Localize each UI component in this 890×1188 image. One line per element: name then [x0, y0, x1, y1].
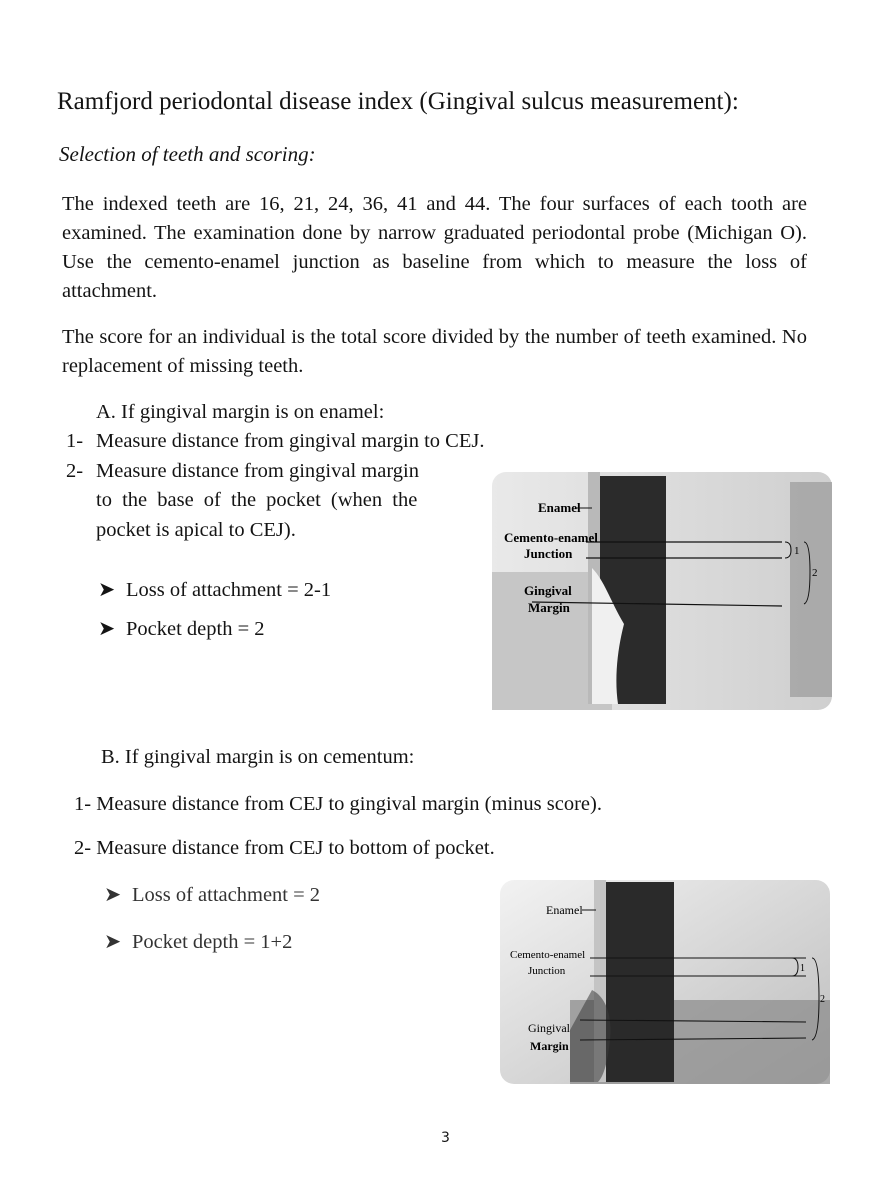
- label-gingival-line-2: Margin: [530, 1039, 569, 1053]
- section-a-step-2-line-2: to the base of the pocket (when the: [96, 489, 418, 511]
- mark-2: 2: [820, 994, 825, 1005]
- bullet-text: Pocket depth = 1+2: [132, 931, 293, 953]
- bullet-text: Loss of attachment = 2-1: [126, 579, 332, 601]
- section-a-step-1-number: 1-: [66, 430, 84, 452]
- label-cej-line-2: Junction: [528, 965, 566, 977]
- arrow-bullet-icon: ➤: [104, 884, 122, 906]
- arrow-bullet-icon: ➤: [104, 931, 122, 953]
- label-gingival-line-1: Gingival: [528, 1021, 570, 1035]
- paragraph-score: The score for an individual is the total score divided by the number of teeth examined. No replacement of missing teeth.: [62, 326, 807, 377]
- figure-probe-scale: [790, 482, 832, 697]
- section-b-step-1: 1- Measure distance from CEJ to gingival margin (minus score).: [74, 793, 602, 815]
- bullet-text: Loss of attachment = 2: [132, 884, 321, 906]
- label-enamel: Enamel: [546, 903, 583, 917]
- section-a-bullet-pocket-depth: [98, 616, 265, 641]
- tooth-dark-region: [606, 882, 674, 1082]
- section-b-bullet-pocket-depth: [104, 929, 292, 954]
- figure-b-tooth-diagram: [500, 880, 830, 1084]
- section-b-heading: B. If gingival margin is on cementum:: [101, 746, 415, 768]
- label-cej-line-2: Junction: [524, 546, 573, 561]
- mark-1: 1: [794, 545, 800, 557]
- paragraph-indexed-teeth: The indexed teeth are 16, 21, 24, 36, 41 and 44. The four surfaces of each tooth are examined. The examination done by narrow graduated periodontal probe (Michigan O). Use the cemento-enamel junction as baseline from which to measure the loss of attachment.: [62, 193, 807, 302]
- label-gingival-line-1: Gingival: [524, 583, 572, 598]
- arrow-bullet-icon: ➤: [98, 618, 116, 640]
- section-a-step-2-line-1: Measure distance from gingival margin: [96, 460, 419, 482]
- page-number: 3: [441, 1130, 450, 1146]
- bullet-text: Pocket depth = 2: [126, 618, 265, 640]
- section-a-heading: A. If gingival margin is on enamel:: [96, 401, 385, 423]
- section-b-bullet-loss-of-attachment: [104, 882, 320, 907]
- mark-2: 2: [812, 567, 818, 579]
- label-cej-line-1: Cemento-enamel: [504, 530, 598, 545]
- page-title: Ramfjord periodontal disease index (Gingival sulcus measurement):: [57, 88, 739, 115]
- label-cej-line-1: Cemento-enamel: [510, 949, 586, 961]
- section-subtitle: Selection of teeth and scoring:: [59, 142, 316, 166]
- section-b-step-2: 2- Measure distance from CEJ to bottom of pocket.: [74, 837, 495, 859]
- figure-a-tooth-diagram: [492, 472, 832, 710]
- arrow-bullet-icon: ➤: [98, 579, 116, 601]
- label-gingival-line-2: Margin: [528, 600, 570, 615]
- section-a-bullet-loss-of-attachment: [98, 577, 331, 602]
- section-a-step-2-number: 2-: [66, 460, 84, 482]
- mark-1: 1: [800, 963, 805, 974]
- label-enamel: Enamel: [538, 500, 581, 515]
- section-a-step-2-line-3: pocket is apical to CEJ).: [96, 519, 296, 541]
- section-a-step-1: Measure distance from gingival margin to CEJ.: [96, 430, 485, 452]
